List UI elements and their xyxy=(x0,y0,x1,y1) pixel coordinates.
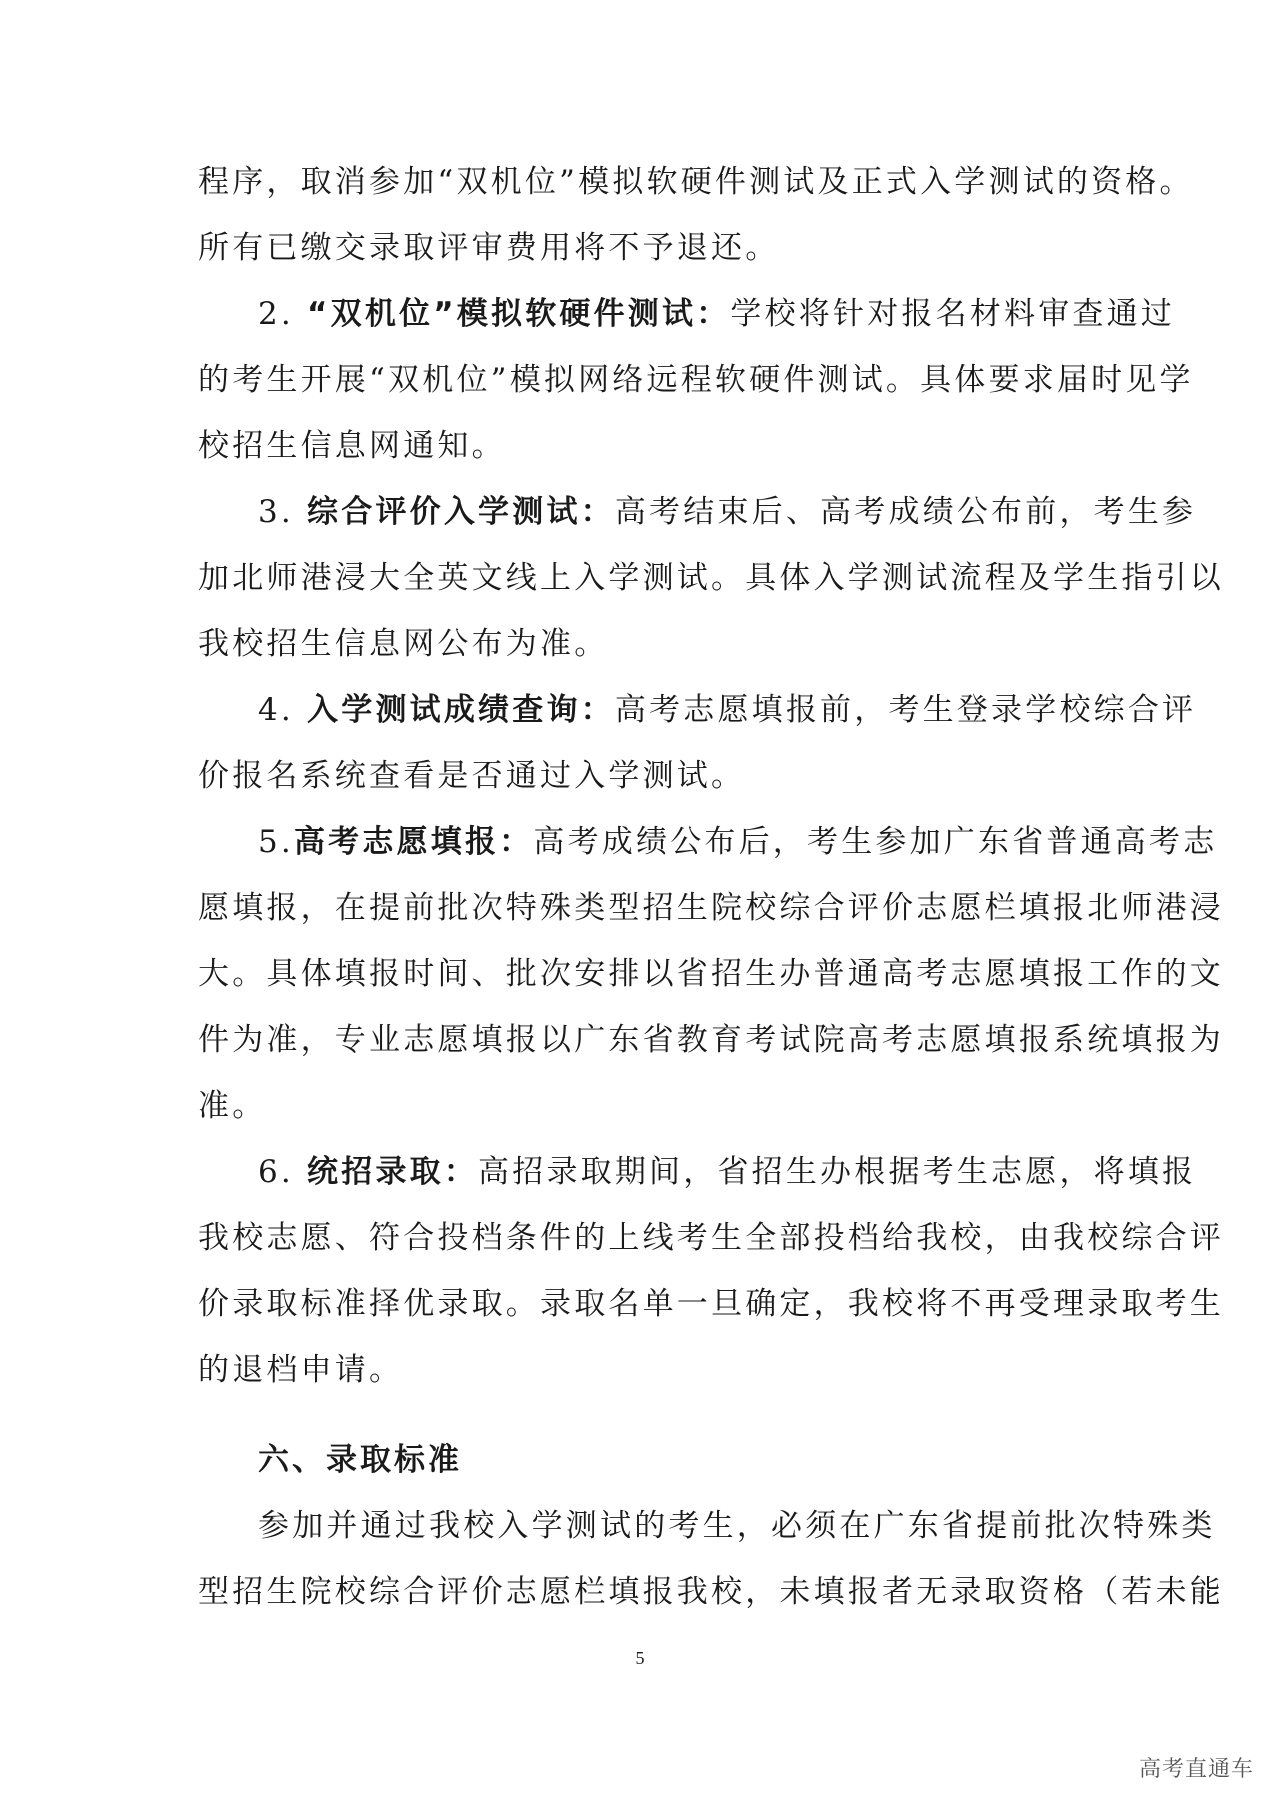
item-title: 高考志愿填报： xyxy=(293,824,534,860)
paragraph-line: 准。 xyxy=(198,1088,267,1124)
paragraph-line: 价录取标准择优录取。录取名单一旦确定，我校将不再受理录取考生 xyxy=(198,1286,1224,1322)
paragraph-line: 校招生信息网通知。 xyxy=(198,428,506,464)
paragraph-line: 程序，取消参加“双机位”模拟软硬件测试及正式入学测试的资格。 xyxy=(198,164,1194,200)
item-text: 高考成绩公布后，考生参加广东省普通高考志 xyxy=(533,824,1218,860)
item-title: 入学测试成绩查询： xyxy=(307,692,615,728)
section-heading: 六、录取标准 xyxy=(258,1442,462,1478)
item-number: 6. xyxy=(258,1154,294,1190)
paragraph-line: 参加并通过我校入学测试的考生，必须在广东省提前批次特殊类 xyxy=(258,1508,1216,1544)
item-text: 高考志愿填报前，考生登录学校综合评 xyxy=(614,692,1197,728)
paragraph-line: 所有已缴交录取评审费用将不予退还。 xyxy=(198,230,780,266)
item-text: 高考结束后、高考成绩公布前，考生参 xyxy=(614,494,1197,530)
list-item-5 xyxy=(258,822,1218,862)
watermark-text: 高考直通车 xyxy=(1138,1757,1254,1782)
paragraph-line: 价报名系统查看是否通过入学测试。 xyxy=(198,758,746,794)
paragraph-line: 的退档申请。 xyxy=(198,1352,404,1388)
list-item-3 xyxy=(258,492,1197,532)
item-text: 高招录取期间，省招生办根据考生志愿，将填报 xyxy=(478,1154,1197,1190)
item-title: “双机位”模拟软硬件测试： xyxy=(307,296,731,332)
list-item-6 xyxy=(258,1152,1197,1192)
paragraph-line: 件为准，专业志愿填报以广东省教育考试院高考志愿填报系统填报为 xyxy=(198,1022,1224,1058)
list-item-4 xyxy=(258,690,1197,730)
item-title: 统招录取： xyxy=(307,1154,479,1190)
item-number: 2. xyxy=(258,296,294,332)
paragraph-line: 我校招生信息网公布为准。 xyxy=(198,626,609,662)
item-number: 5. xyxy=(258,824,294,860)
paragraph-line: 愿填报，在提前批次特殊类型招生院校综合评价志愿栏填报北师港浸 xyxy=(198,890,1224,926)
paragraph-line: 的考生开展“双机位”模拟网络远程软硬件测试。具体要求届时见学 xyxy=(198,362,1194,398)
list-item-2 xyxy=(258,294,1176,334)
item-title: 综合评价入学测试： xyxy=(307,494,615,530)
paragraph-line: 加北师港浸大全英文线上入学测试。具体入学测试流程及学生指引以 xyxy=(198,560,1224,596)
paragraph-line: 大。具体填报时间、批次安排以省招生办普通高考志愿填报工作的文 xyxy=(198,956,1224,992)
item-text: 学校将针对报名材料审查通过 xyxy=(730,296,1176,332)
page-number: 5 xyxy=(635,1648,645,1668)
item-number: 3. xyxy=(258,494,294,530)
item-number: 4. xyxy=(258,692,294,728)
paragraph-line: 型招生院校综合评价志愿栏填报我校，未填报者无录取资格（若未能 xyxy=(198,1574,1224,1610)
paragraph-line: 我校志愿、符合投档条件的上线考生全部投档给我校，由我校综合评 xyxy=(198,1220,1224,1256)
